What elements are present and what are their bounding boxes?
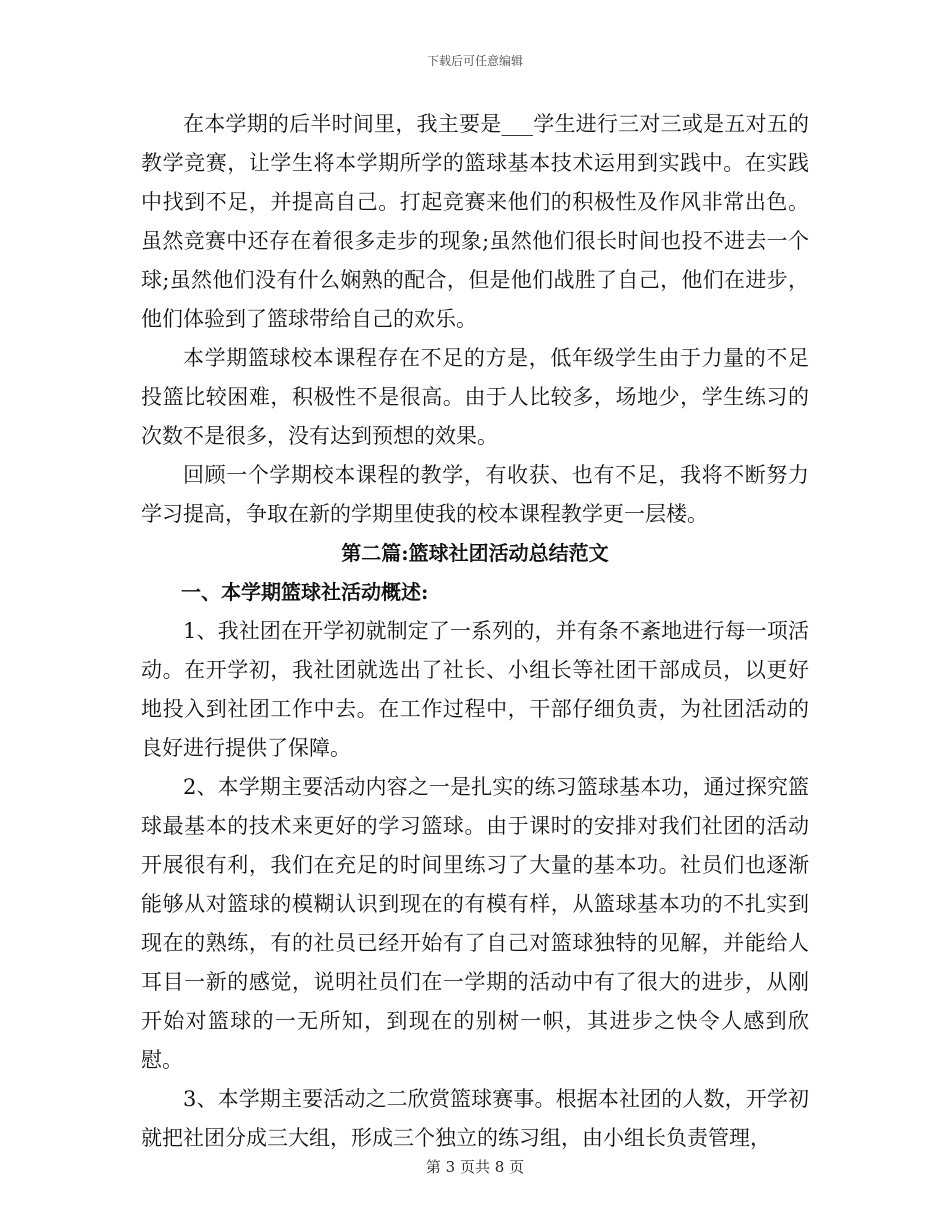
paragraph-4: 1、我社团在开学初就制定了一系列的，并有条不紊地进行每一项活动。在开学初，我社团就选出了社长、小组长等社团干部成员，以更好地投入到社团工作中去。在工作过程中，干部仔细负责，为社团活动的良好进行提供了保障。 [141,619,809,760]
section-heading-1: 一、本学期篮球社活动概述: [181,580,429,604]
page-footer: 第 3 页共 8 页 [425,1158,525,1176]
section-title: 第二篇:篮球社团活动总结范文 [341,541,609,565]
paragraph-1: 在本学期的后半时间里，我主要是___学生进行三对三或是五对五的教学竞赛，让学生将本学期所学的篮球基本技术运用到实践中。在实践中找到不足，并提高自己。打起竞赛来他们的积极性及作风非常出色。虽然竞赛中还存在着很多走步的现象;虽然他们很长时间也投不进去一个球;虽然他们没有什么娴熟的配合，但是他们战胜了自己，他们在进步，他们体验到了篮球带给自己的欢乐。 [141,112,809,331]
paragraph-3: 回顾一个学期校本课程的教学，有收获、也有不足，我将不断努力学习提高，争取在新的学期里使我的校本课程教学更一层楼。 [141,463,809,526]
paragraph-6: 3、本学期主要活动之二欣赏篮球赛事。根据本社团的人数，开学初就把社团分成三大组，形成三个独立的练习组，由小组长负责管理， [141,1087,809,1150]
document-body [141,105,809,1158]
paragraph-2: 本学期篮球校本课程存在不足的方是，低年级学生由于力量的不足投篮比较困难，积极性不是很高。由于人比较多，场地少，学生练习的次数不是很多，没有达到预想的效果。 [141,346,809,448]
paragraph-5: 2、本学期主要活动内容之一是扎实的练习篮球基本功，通过探究篮球最基本的技术来更好的学习篮球。由于课时的安排对我们社团的活动开展很有利，我们在充足的时间里练习了大量的基本功。社员们也逐渐能够从对篮球的模糊认识到现在的有模有样，从篮球基本功的不扎实到现在的熟练，有的社员已经开始有了自己对篮球独特的见解，并能给人耳目一新的感觉，说明社员们在一学期的活动中有了很大的进步，从刚开始对篮球的一无所知，到现在的别树一帜，其进步之快令人感到欣慰。 [141,775,809,1072]
page-header: 下载后可任意编辑 [426,54,523,68]
